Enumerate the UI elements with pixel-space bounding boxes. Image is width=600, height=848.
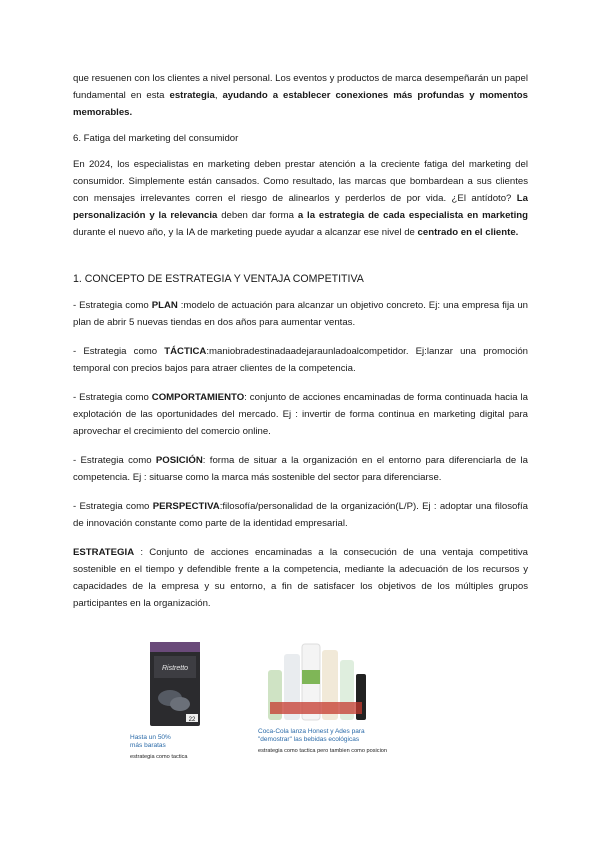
figure-coffee [130, 640, 230, 761]
bottles-image [266, 640, 366, 724]
intro-paragraph: que resuenen con los clientes a nivel personal. Los eventos y productos de marca desempeñarán un papel fundamental en esta estrategia, ayudando a establecer conexiones más profundas y momentos memorables. [73, 73, 529, 118]
coffee-box-image [142, 640, 212, 728]
figure-bottles [258, 640, 438, 755]
definition-paragraph: ESTRATEGIA : Conjunto de acciones encaminadas a la consecución de una ventaja competitiva sostenible en el tiempo y defendible frente a la competencia, mediante la adecuación de los recursos y capacidades de la empresa y su entorno, a fin de satisfacer los objetivos de los múltiples grupos participantes en la organización. [73, 547, 528, 609]
product-label: Ristretto [161, 665, 189, 672]
section-title: 6. Fatiga del marketing del consumidor [73, 133, 239, 144]
figure-note: estrategia como tactica [130, 754, 188, 760]
section-paragraph: En 2024, los especialistas en marketing deben prestar atención a la creciente fatiga del marketing del consumidor. Simplemente están cansados. Como resultado, las marcas que bombardean a sus clientes con mensajes irrelevantes corren el riesgo de alinearlos y perderlos de por vida. ¿El antídoto? La personalización y la relevancia deben dar forma a la estrategia de cada especialista en marketing durante el nuevo año, y la IA de marketing puede ayudar a alcanzar ese nivel de centrado en el cliente. [73, 159, 528, 238]
item-comportamiento: - Estrategia como COMPORTAMIENTO: conjunto de acciones encaminadas de forma continuada hacia la explotación de las oportunidades del mercado. Ej : invertir de forma continua en marketing digital para aprovechar el crecimiento del comercio online. [73, 392, 528, 437]
item-posicion: - Estrategia como POSICIÓN: forma de situar a la organización en el entorno para diferenciarla de la competencia. Ej : situarse como la marca más sostenible del sector para diferenciarse. [73, 455, 528, 483]
document-page [73, 70, 528, 612]
item-plan: - Estrategia como PLAN :modelo de actuación para alcanzar un objetivo concreto. Ej: una empresa fija un plan de abrir 5 nuevas tiendas en dos años para aumentar ventas. [73, 300, 529, 328]
figure-caption: Hasta un 50% más baratas [130, 734, 171, 749]
item-perspectiva: - Estrategia como PERSPECTIVA:filosofía/personalidad de la organización(L/P). Ej : adoptar una filosofía de innovación constante como parte de la identidad empresarial. [73, 501, 528, 529]
page-heading: 1. CONCEPTO DE ESTRATEGIA Y VENTAJA COMPETITIVA [73, 273, 364, 285]
figures-row [0, 640, 600, 780]
item-tactica: - Estrategia como TÁCTICA:maniobradestinadaadejaraunladoalcompetidor. Ej:lanzar una promoción temporal con precios bajos para atraer clientes de la competencia. [73, 346, 529, 374]
figure-caption: Coca-Cola lanza Honest y Ades para "demostrar" las bebidas ecológicas [258, 728, 365, 743]
svg-text:22: 22 [188, 717, 196, 723]
figure-note: estrategia como tactica pero tambien como posicion [258, 748, 388, 754]
